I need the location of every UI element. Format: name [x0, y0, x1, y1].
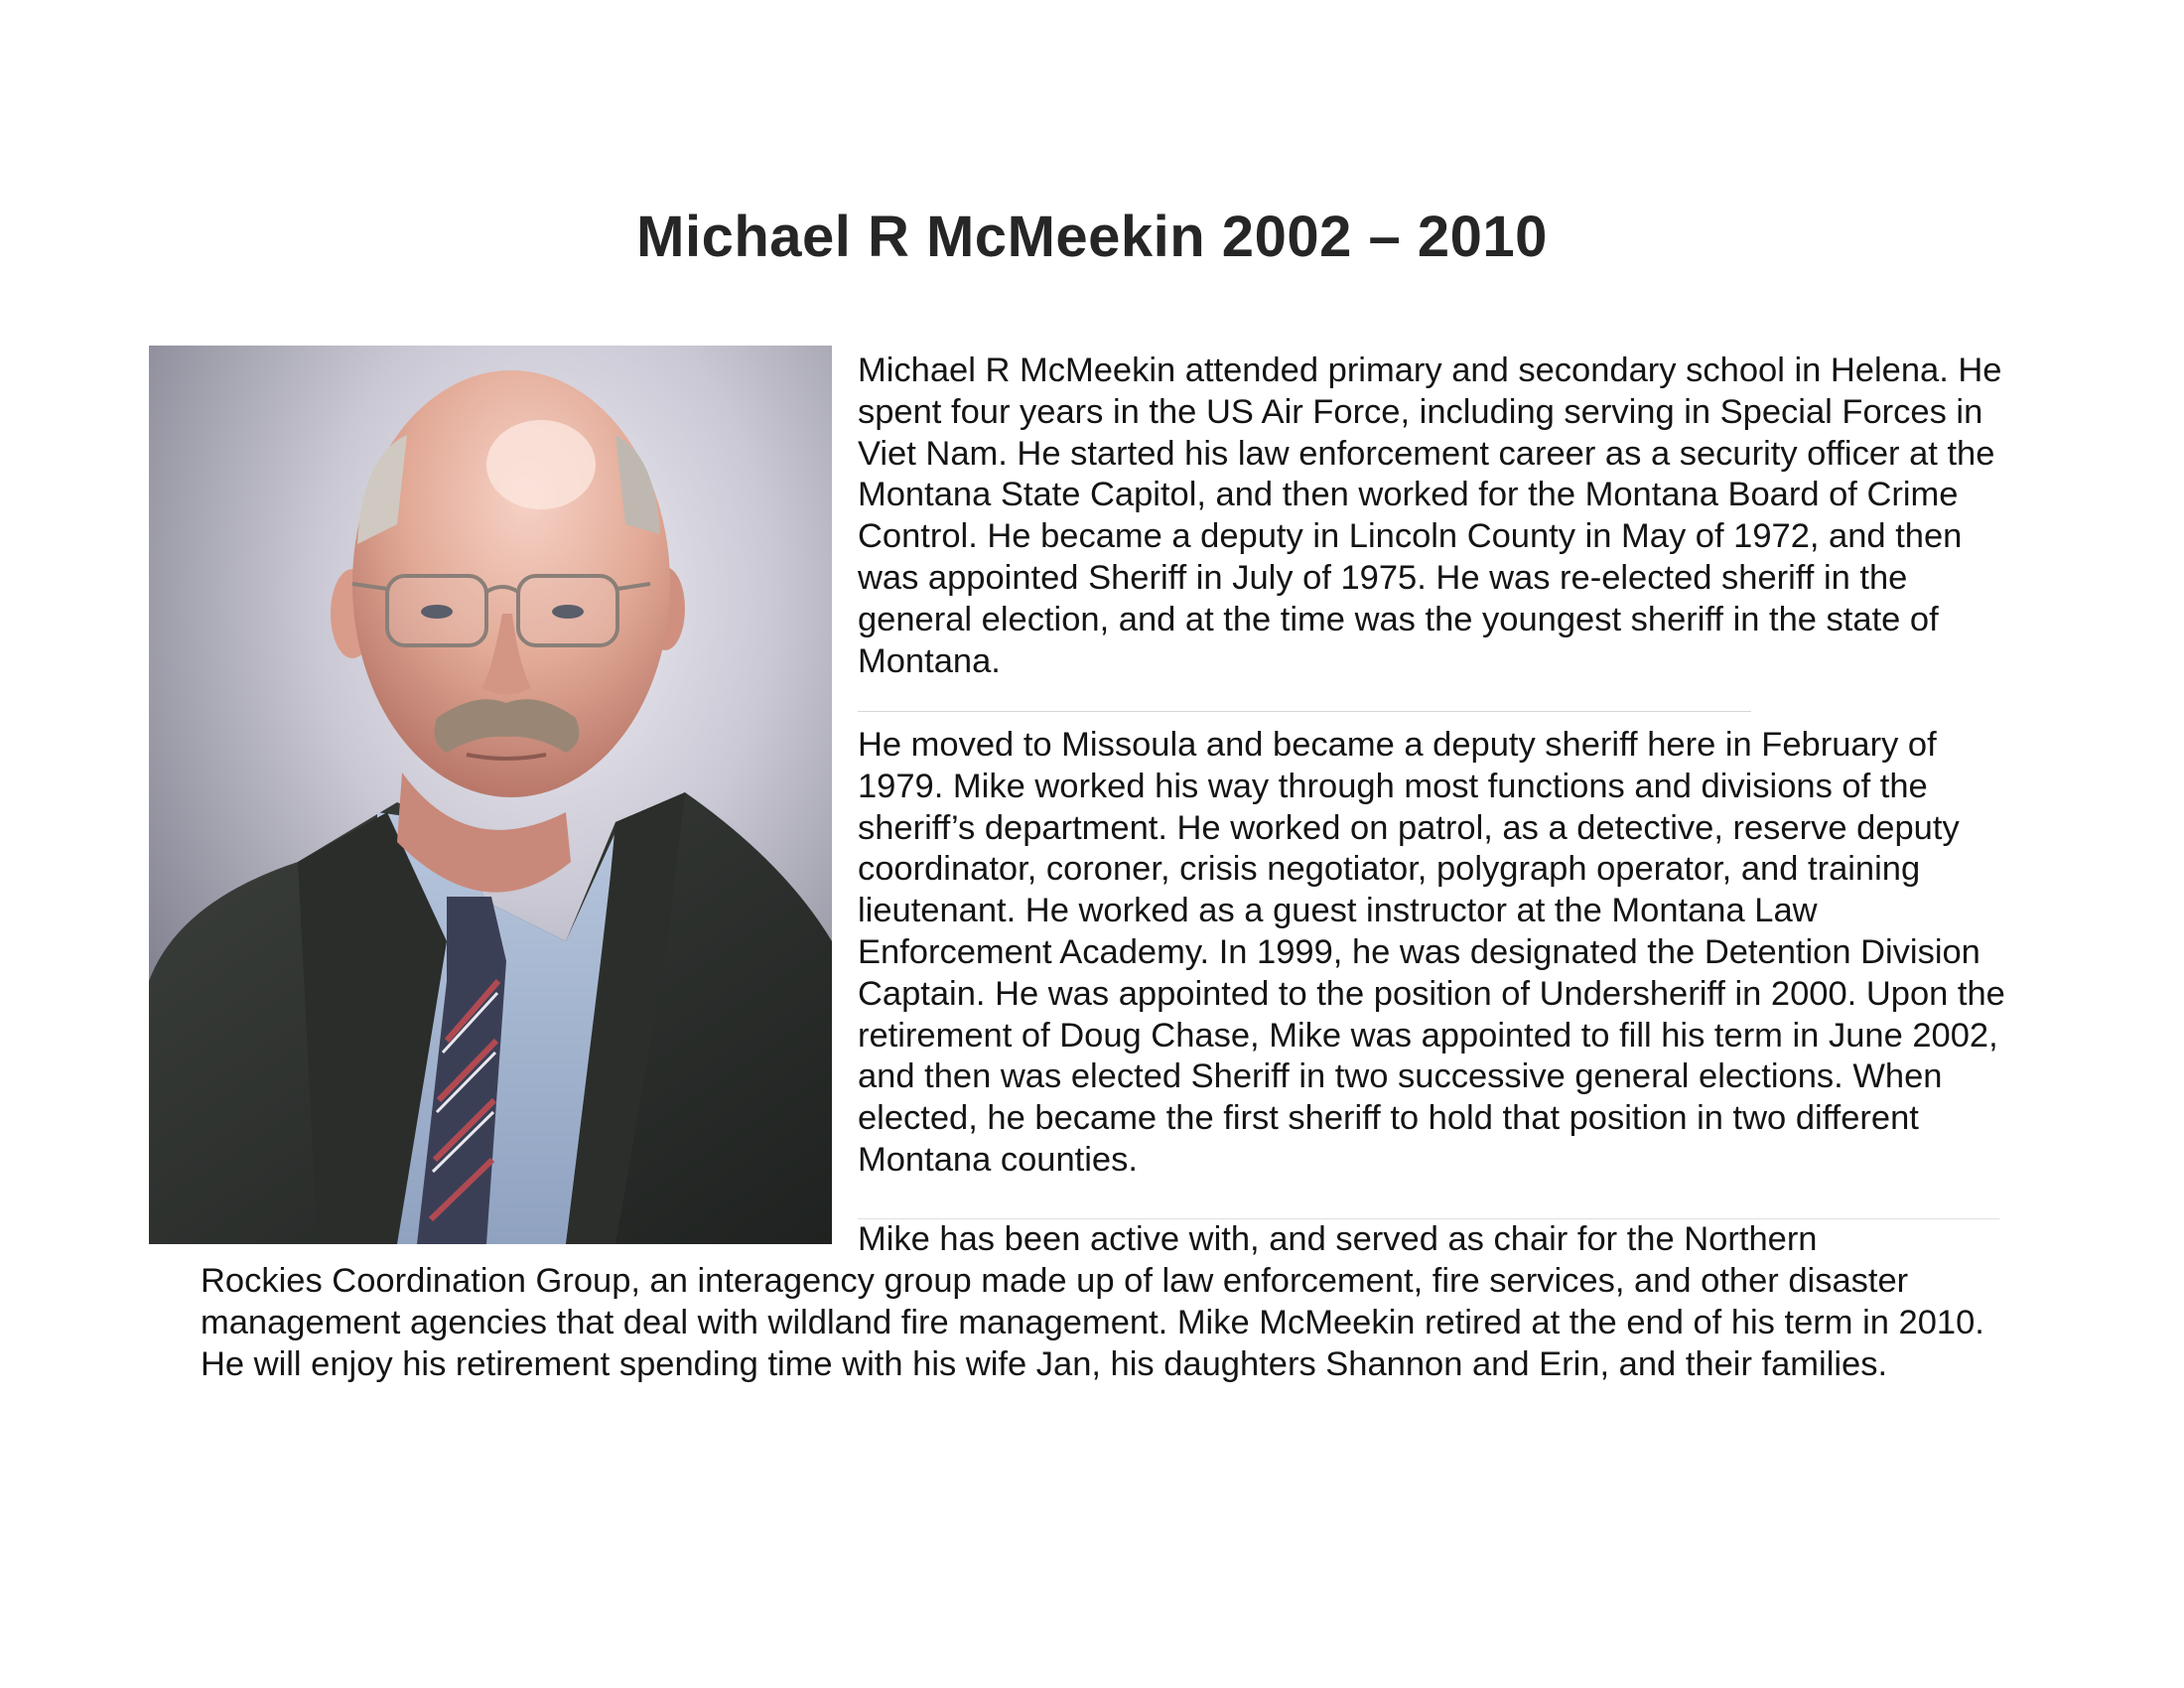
page-title: Michael R McMeekin 2002 – 2010 [636, 205, 1548, 269]
portrait-photo [149, 346, 832, 1244]
scan-divider-line [858, 711, 1751, 712]
biography-paragraph-2: He moved to Missoula and became a deputy sheriff here in February of 1979. Mike worked his way through most functions and divisions of the sheriff’s department. He worked on patrol, as a detective, reserve deputy coordinator, coroner, crisis negotiator, polygraph operator, and training lieutenant. He worked as a guest instructor at the Montana Law Enforcement Academy. In 1999, he was designated the Detention Division Captain. He was appointed to the position of Undersheriff in 2000. Upon the retirement of Doug Chase, Mike was appointed to fill his term in June 2002, and then was elected Sheriff in two successive general elections. When elected, he became the first sheriff to hold that position in two different Montana counties. [858, 726, 2005, 1179]
biography-paragraph-3-first-line: Mike has been active with, and served as chair for the Northern [858, 1220, 1818, 1258]
biography-paragraph-3: Rockies Coordination Group, an interagency group made up of law enforcement, fire services, and other disaster management agencies that deal with wildland fire management. Mike McMeekin retired at the end of his term in 2010. He will enjoy his retirement spending time with his wife Jan, his daughters Shannon and Erin, and their families. [201, 1262, 1984, 1383]
biography-paragraph-1: Michael R McMeekin attended primary and secondary school in Helena. He spent four years in the US Air Force, including serving in Special Forces in Viet Nam. He started his law enforcement career as a security officer at the Montana State Capitol, and then worked for the Montana Board of Crime Control. He became a deputy in Lincoln County in May of 1972, and then was appointed Sheriff in July of 1975. He was re-elected sheriff in the general election, and at the time was the youngest sheriff in the state of Montana. [858, 352, 2002, 680]
